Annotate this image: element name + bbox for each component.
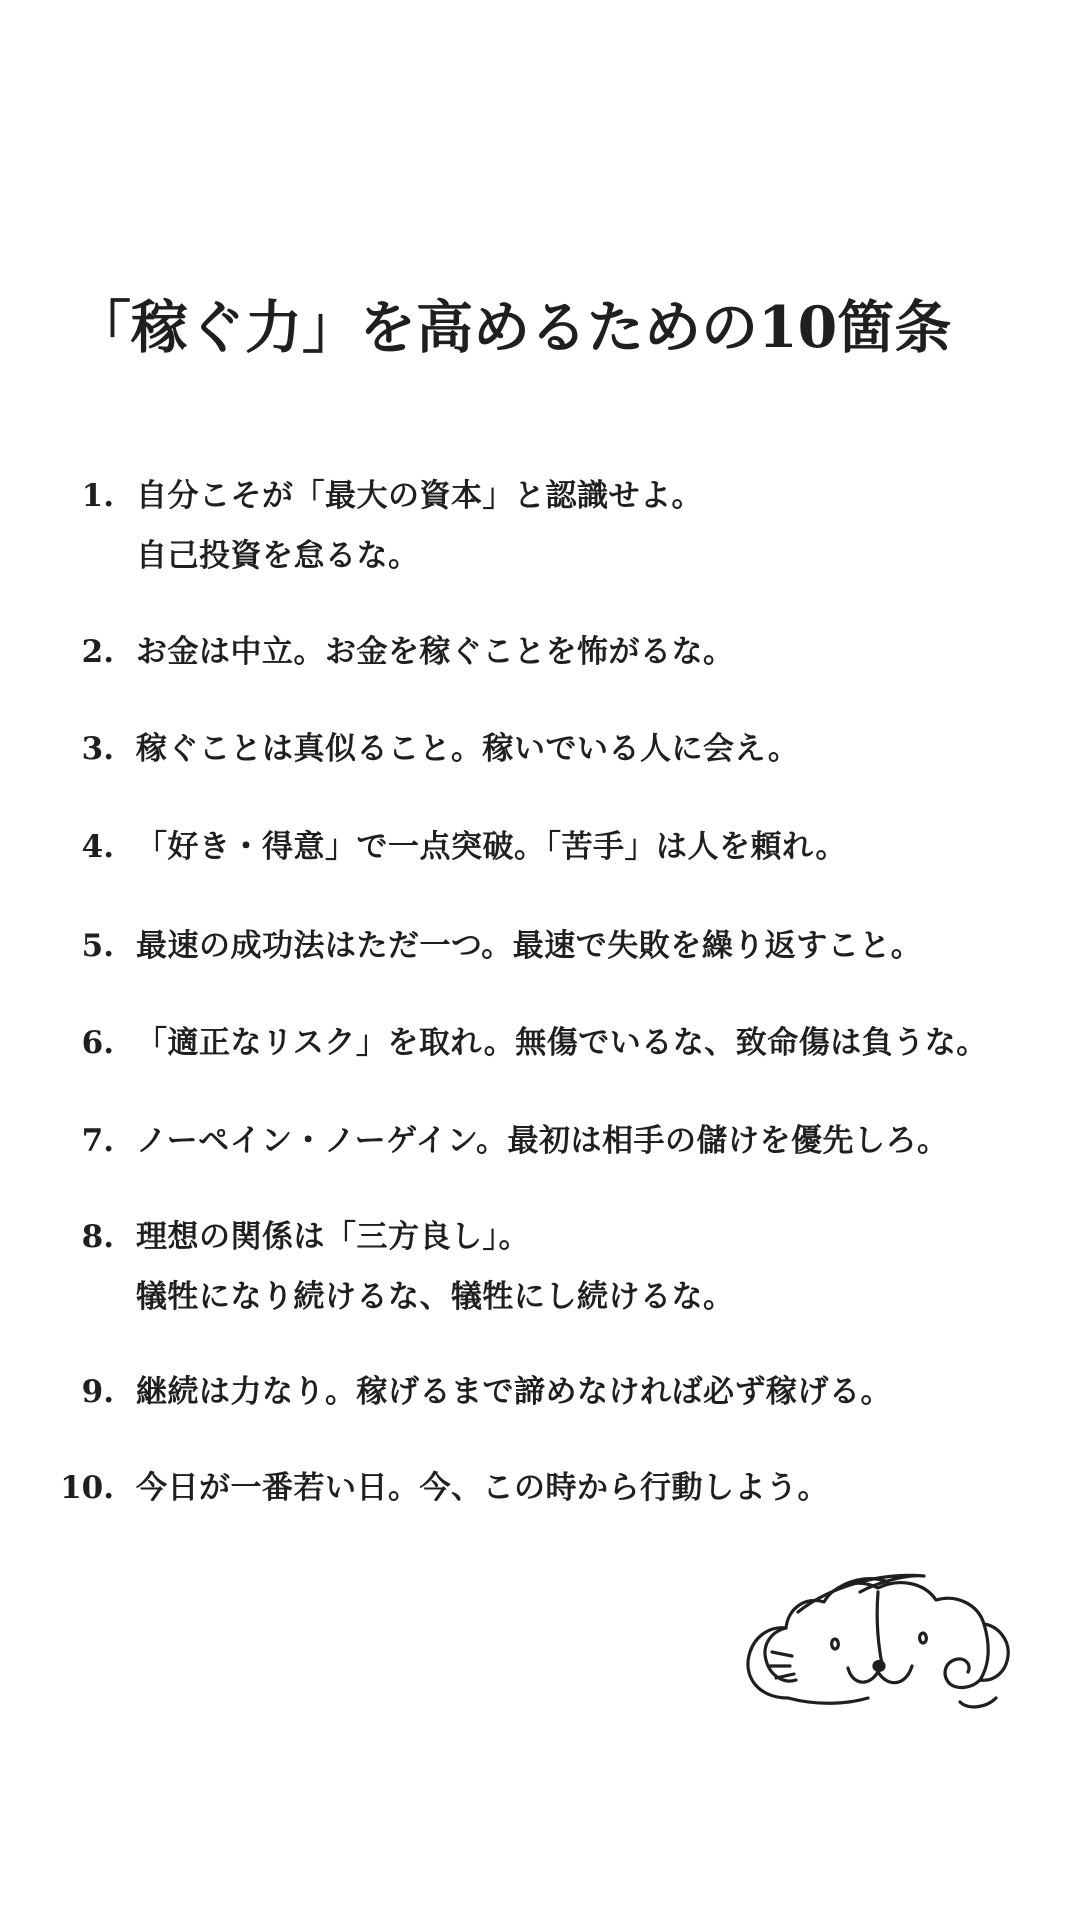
rule-line: 自己投資を怠るな。 [136,538,420,574]
rule-line: 継続は力なり。稼げるまで諦めなければ必ず稼げる。 [136,1374,892,1410]
rule-text [136,1111,949,1171]
cat-left-eye [832,1639,839,1649]
cat-right-eye [920,1633,927,1643]
rule-number: 5. [81,928,114,964]
rule-text [136,719,799,779]
rule-number: 9. [81,1374,114,1410]
rule-number: 10. [60,1470,114,1506]
rule-line: ノーペイン・ノーゲイン。最初は相手の儲けを優先しろ。 [136,1123,949,1159]
rule-text [136,1013,988,1073]
rule-number: 1. [81,478,114,514]
rule-number: 8. [81,1219,114,1255]
rule-number: 6. [81,1025,114,1061]
rule-number: 4. [81,829,114,865]
rule-line: 「適正なリスク」を取れ。無傷でいるな、致命傷は負うな。 [136,1025,988,1061]
rule-number: 7. [81,1123,114,1159]
cat-nose [874,1662,884,1671]
rule-text [136,1362,892,1422]
rule-text [136,1458,829,1518]
rule-line: 最速の成功法はただ一つ。最速で失敗を繰り返すこと。 [136,928,923,964]
rule-number: 3. [81,731,114,767]
rule-text [136,1207,735,1327]
rule-line: 自分こそが「最大の資本」と認識せよ。 [136,478,703,514]
rule-text [136,466,703,586]
rule-number: 2. [81,634,114,670]
rule-text [136,817,847,877]
cat-right-cheek [945,1659,980,1688]
rule-line: 今日が一番若い日。今、この時から行動しよう。 [136,1470,829,1506]
cat-signature-illustration [728,1548,1030,1728]
page-title: 「稼ぐ力」を高めるための10箇条 [74,294,952,361]
rule-text [136,622,735,682]
rule-line: 理想の関係は「三方良し」。 [136,1219,530,1255]
rule-line: 「好き・得意」で一点突破。「苦手」は人を頼れ。 [136,829,847,865]
rule-line: 犠牲になり続けるな、犠牲にし続けるな。 [136,1279,735,1315]
rule-text [136,916,922,976]
rule-line: お金は中立。お金を稼ぐことを怖がるな。 [136,634,735,670]
rule-line: 稼ぐことは真似ること。稼いでいる人に会え。 [136,731,800,767]
